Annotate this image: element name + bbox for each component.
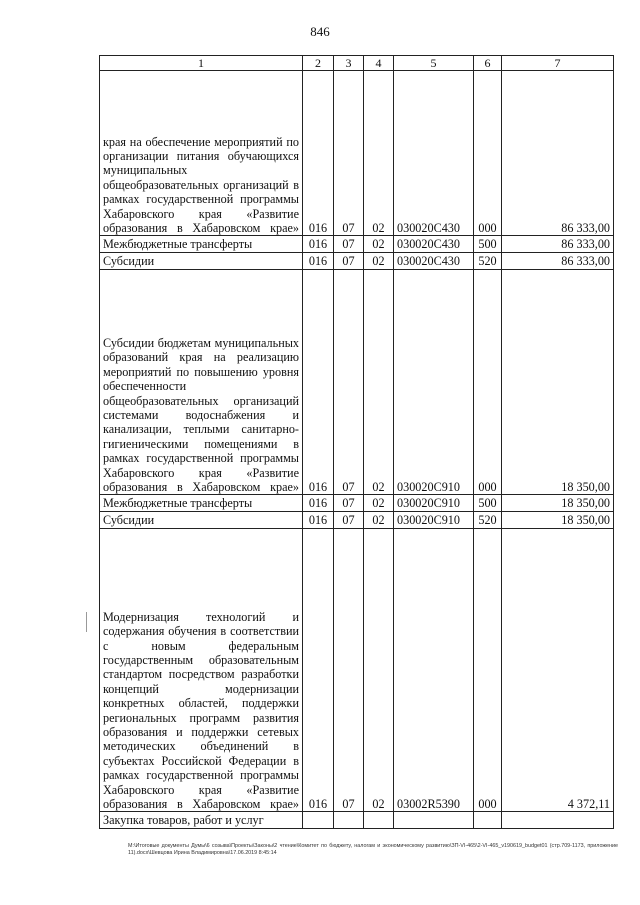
- cell-section: 07: [334, 270, 364, 495]
- table-row: [100, 495, 614, 512]
- cell-expense-type: 000: [474, 270, 502, 495]
- cell-subsection: [364, 812, 394, 829]
- header-cell: 6: [474, 56, 502, 71]
- header-cell: 2: [303, 56, 334, 71]
- row-name: Модернизация технологий и содержания обучения в соответствии с новым федеральным государственным образовательным стандартом посредством разработки концепций модернизации конкретных областей, поддержки региональных программ развития образования и поддержки сетевых методических объединений в субъектах Российской Федерации в рамках государственной программы Хабаровского края «Развитие образования в Хабаровском крае»: [100, 529, 303, 812]
- row-name: Субсидии: [100, 512, 303, 529]
- cell-section: 07: [334, 236, 364, 253]
- table-row: [100, 236, 614, 253]
- cell-ministry: 016: [303, 529, 334, 812]
- cell-amount: 4 372,11: [502, 529, 614, 812]
- cell-target-article: 03002R5390: [394, 529, 474, 812]
- page-number: 846: [310, 24, 330, 39]
- cell-ministry: 016: [303, 495, 334, 512]
- row-name: Межбюджетные трансферты: [100, 236, 303, 253]
- cell-ministry: [303, 812, 334, 829]
- cell-amount: 86 333,00: [502, 71, 614, 236]
- cell-target-article: 030020С910: [394, 270, 474, 495]
- table-row: [100, 270, 614, 495]
- cell-target-article: 030020С430: [394, 71, 474, 236]
- cell-amount: 18 350,00: [502, 495, 614, 512]
- cell-target-article: 030020С910: [394, 512, 474, 529]
- cell-section: [334, 812, 364, 829]
- table-header-row: [100, 56, 614, 71]
- cell-expense-type: 000: [474, 529, 502, 812]
- cell-expense-type: [474, 812, 502, 829]
- cell-subsection: 02: [364, 529, 394, 812]
- cell-section: 07: [334, 71, 364, 236]
- cell-section: 07: [334, 529, 364, 812]
- cell-ministry: 016: [303, 236, 334, 253]
- row-name: Межбюджетные трансферты: [100, 495, 303, 512]
- table-row: [100, 253, 614, 270]
- margin-mark: [86, 612, 87, 632]
- table-row: [100, 512, 614, 529]
- header-cell: 3: [334, 56, 364, 71]
- document-footer-path: M:\Итоговые документы Думы\6 созыва\Проекты\Законы\2 чтение\Комитет по бюджету, налогам и экономическому развитию\ЗП-VI-465\2-VI-465_v190619_budget01 (стр.709-1173, приложение 11).docx\Шевцова Ирина Владимировна\17.06.2019 8:45:14: [128, 843, 618, 856]
- cell-amount: 18 350,00: [502, 512, 614, 529]
- cell-ministry: 016: [303, 512, 334, 529]
- table-row: [100, 71, 614, 236]
- header-cell: 1: [100, 56, 303, 71]
- cell-amount: [502, 812, 614, 829]
- cell-expense-type: 520: [474, 253, 502, 270]
- cell-target-article: [394, 812, 474, 829]
- cell-expense-type: 520: [474, 512, 502, 529]
- header-cell: 7: [502, 56, 614, 71]
- cell-ministry: 016: [303, 253, 334, 270]
- budget-table: [99, 55, 614, 829]
- cell-subsection: 02: [364, 270, 394, 495]
- cell-amount: 86 333,00: [502, 253, 614, 270]
- header-cell: 5: [394, 56, 474, 71]
- cell-section: 07: [334, 495, 364, 512]
- cell-ministry: 016: [303, 71, 334, 236]
- cell-ministry: 016: [303, 270, 334, 495]
- cell-target-article: 030020С430: [394, 253, 474, 270]
- cell-target-article: 030020С910: [394, 495, 474, 512]
- cell-amount: 86 333,00: [502, 236, 614, 253]
- cell-subsection: 02: [364, 512, 394, 529]
- table-row: [100, 812, 614, 829]
- cell-subsection: 02: [364, 495, 394, 512]
- row-name: края на обеспечение мероприятий по организации питания обучающихся муниципальных общеобразовательных организаций в рамках государственной программы Хабаровского края «Развитие образования в Хабаровском крае»: [100, 71, 303, 236]
- cell-target-article: 030020С430: [394, 236, 474, 253]
- cell-subsection: 02: [364, 71, 394, 236]
- cell-expense-type: 500: [474, 495, 502, 512]
- table-row: [100, 529, 614, 812]
- row-name: Субсидии бюджетам муниципальных образований края на реализацию мероприятий по повышению уровня обеспеченности общеобразовательных организаций системами водоснабжения и канализации, теплыми санитарно-гигиеническими помещениями в рамках государственной программы Хабаровского края «Развитие образования в Хабаровском крае»: [100, 270, 303, 495]
- cell-expense-type: 500: [474, 236, 502, 253]
- cell-expense-type: 000: [474, 71, 502, 236]
- cell-subsection: 02: [364, 253, 394, 270]
- cell-amount: 18 350,00: [502, 270, 614, 495]
- cell-subsection: 02: [364, 236, 394, 253]
- cell-section: 07: [334, 512, 364, 529]
- cell-section: 07: [334, 253, 364, 270]
- header-cell: 4: [364, 56, 394, 71]
- row-name: Закупка товаров, работ и услуг: [100, 812, 303, 829]
- row-name: Субсидии: [100, 253, 303, 270]
